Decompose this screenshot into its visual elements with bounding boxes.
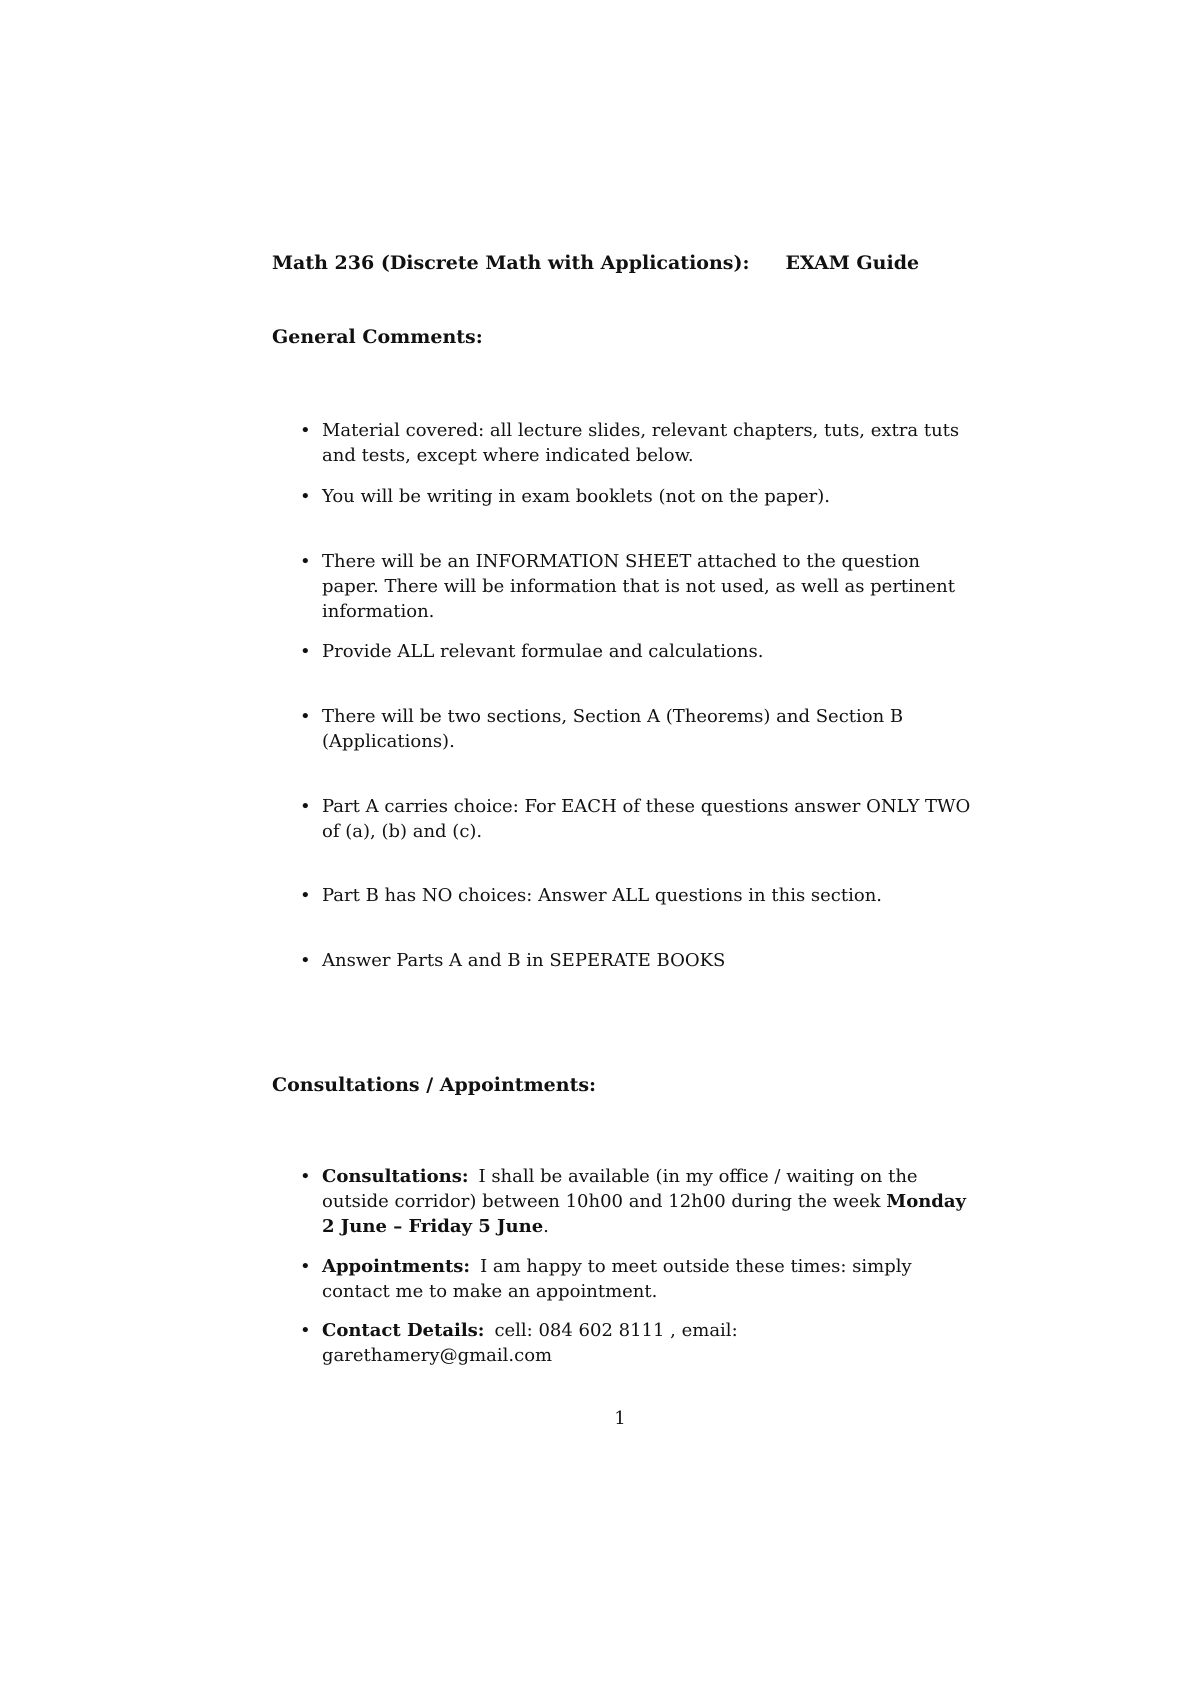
list-item-appointments: • Appointments: I am happy to meet outside these times: simply contact me to make an appointment.	[300, 1256, 912, 1302]
list-item: • There will be an INFORMATION SHEET attached to the question paper. There will be information that is not used, as well as pertinent information.	[300, 551, 955, 622]
appointments-label: Appointments:	[322, 1256, 471, 1277]
list-item: • There will be two sections, Section A (Theorems) and Section B (Applications).	[300, 706, 904, 752]
contact-label: Contact Details:	[322, 1320, 485, 1341]
list-item: • Part A carries choice: For EACH of these questions answer ONLY TWO of (a), (b) and (c).	[300, 796, 971, 842]
page-number: 1	[614, 1408, 626, 1429]
consultations-dates: Monday 2 June – Friday 5 June	[322, 1191, 966, 1237]
title-guide: EXAM Guide	[785, 252, 920, 274]
consultations-label: Consultations:	[322, 1166, 469, 1187]
consultations-heading: Consultations / Appointments:	[272, 1074, 597, 1096]
consultations-text: I shall be available (in my office / waiting on the outside corridor) between 10h00 and 12h00 during the week	[322, 1166, 918, 1212]
list-item: • You will be writing in exam booklets (not on the paper).	[300, 486, 830, 507]
list-item: • Material covered: all lecture slides, relevant chapters, tuts, extra tuts and tests, except where indicated below.	[300, 420, 960, 466]
contact-text: cell: 084 602 8111 , email: garethamery@gmail.com	[322, 1320, 738, 1366]
list-item-consultations: • Consultations: I shall be available (in my office / waiting on the outside corridor) between 10h00 and 12h00 during the week Monday 2 June – Friday 5 June.	[300, 1166, 966, 1237]
list-item-contact: • Contact Details: cell: 084 602 8111 , email: garethamery@gmail.com	[300, 1320, 738, 1366]
general-comments-heading: General Comments:	[272, 326, 483, 348]
list-item: • Part B has NO choices: Answer ALL questions in this section.	[300, 885, 883, 906]
list-item: • Provide ALL relevant formulae and calculations.	[300, 641, 764, 662]
document-title	[272, 252, 919, 274]
title-course: Math 236 (Discrete Math with Applications):	[272, 252, 750, 274]
list-item: • Answer Parts A and B in SEPERATE BOOKS	[300, 950, 726, 971]
appointments-text: I am happy to meet outside these times: simply contact me to make an appointment.	[322, 1256, 912, 1302]
